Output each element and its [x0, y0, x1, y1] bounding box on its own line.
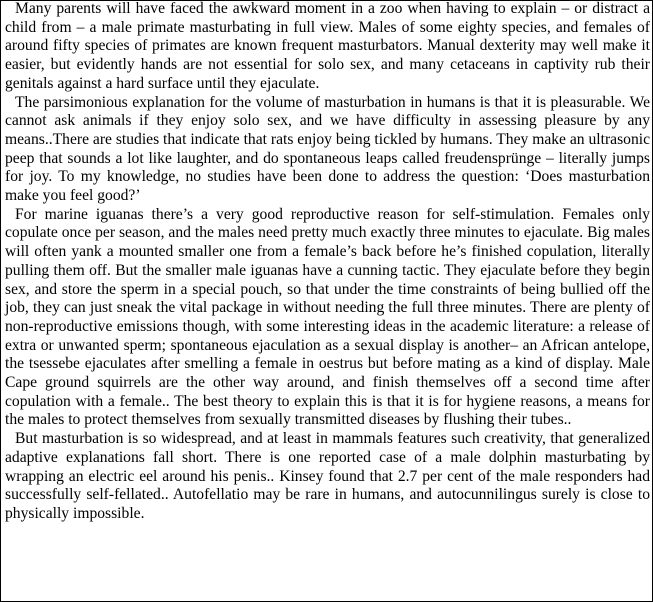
- paragraph-primates: Many parents will have faced the awkward moment in a zoo when having to explain – or distract a child from – a male primate masturbating in full view. Males of some eighty species, and females of around fifty species of primates are known frequent masturbators. Manual dexterity may well make it easier, but evidently hands are not essential for solo sex, and many cetaceans in captivity rub their genitals against a hard surface until they ejaculate.: [5, 0, 650, 92]
- document-body: [5, 0, 650, 524]
- paragraph-pleasure: The parsimonious explanation for the volume of masturbation in humans is that it is pleasurable. We cannot ask animals if they enjoy solo sex, and we have difficulty in assessing pleasure by any means..There are studies that indicate that rats enjoy being tickled by humans. They make an ultrasonic peep that sounds a lot like laughter, and do spontaneous leaps called freudensprünge – literally jumps for joy. To my knowledge, no studies have been done to address the question: ‘Does masturbation make you feel good?’: [5, 93, 650, 205]
- paragraph-iguanas: For marine iguanas there’s a very good reproductive reason for self-stimulation. Females only copulate once per season, and the males need pretty much exactly three minutes to ejaculate. Big males will often yank a mounted smaller one from a female’s back before he’s finished copulation, literally pulling them off. But the smaller male iguanas have a cunning tactic. They ejaculate before they begin sex, and store the sperm in a special pouch, so that under the time constraints of being bullied off the job, they can just sneak the vital package in without needing the full three minutes. There are plenty of non-reproductive emissions though, with some interesting ideas in the academic literature: a release of extra or unwanted sperm; spontaneous ejaculation as a sexual display is another– an African antelope, the tsessebe ejaculates after smelling a female in oestrus but before mating as a kind of display. Male Cape ground squirrels are the other way around, and finish themselves off a second time after copulation with a female.. The best theory to explain this is that it is for hygiene reasons, a means for the males to protect themselves from sexually transmitted diseases by flushing their tubes..: [5, 205, 650, 429]
- paragraph-widespread: But masturbation is so widespread, and at least in mammals features such creativity, that generalized adaptive explanations fall short. There is one reported case of a male dolphin masturbating by wrapping an electric eel around his penis.. Kinsey found that 2.7 per cent of the male responders had successfully self-fellated.. Autofellatio may be rare in humans, and autocunnilingus surely is close to physically impossible.: [5, 430, 650, 522]
